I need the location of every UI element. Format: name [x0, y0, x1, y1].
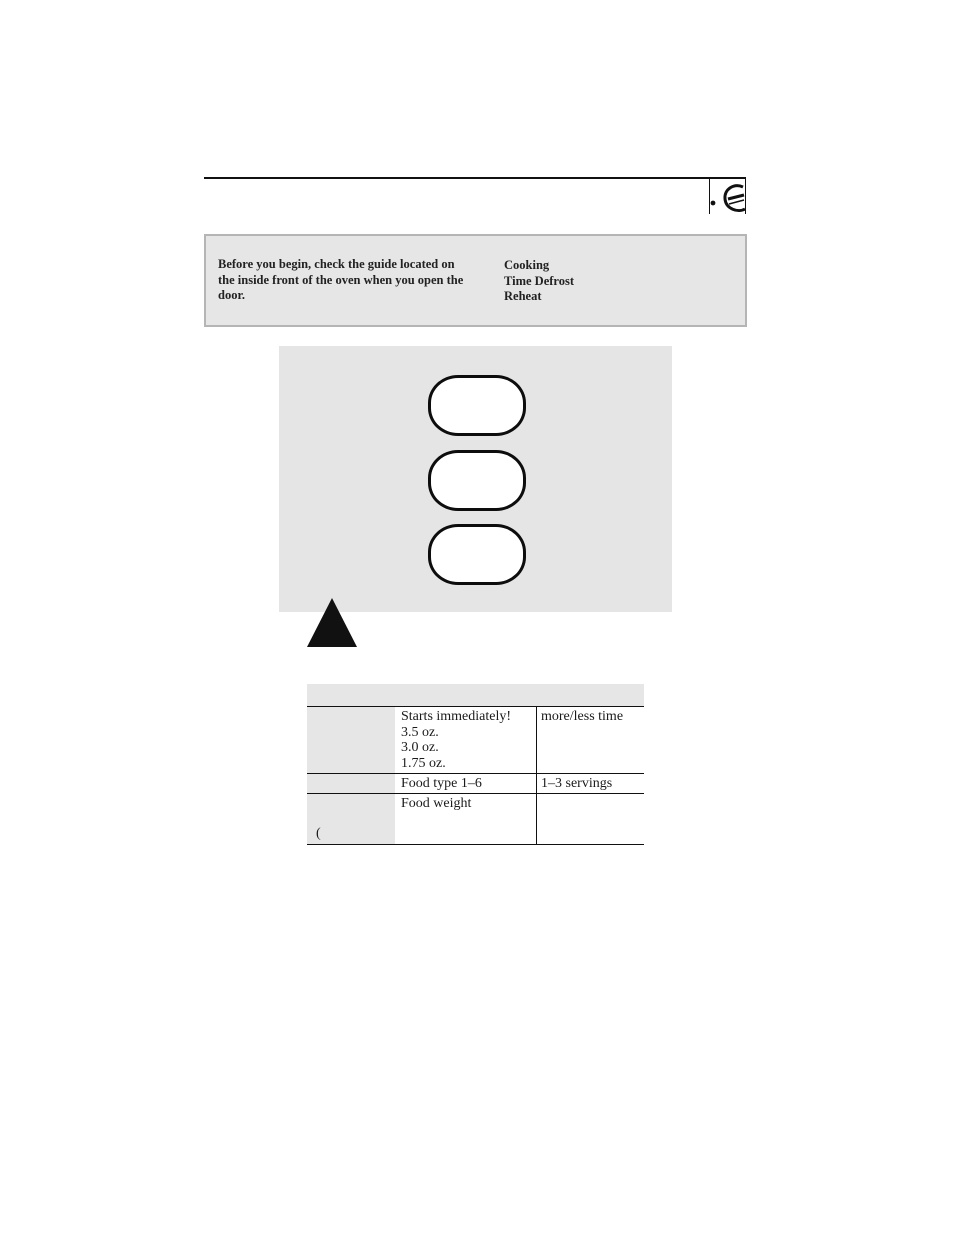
note-text: Before you begin, check the guide located on the inside front of the oven when you open the door. [218, 257, 464, 302]
note-box [204, 234, 747, 327]
table-row-label [307, 774, 395, 793]
table-row-label [307, 707, 395, 773]
table-row [307, 706, 644, 774]
table-cell: more/less time [541, 709, 624, 724]
header-icon-box [709, 177, 746, 214]
note-item-reheat: Reheat [504, 289, 542, 304]
table-cell: Food type 1–6 [395, 774, 537, 793]
control-pad-3[interactable] [428, 524, 526, 585]
table-cell [537, 794, 642, 844]
table-cell: Starts immediately! 3.5 oz. 3.0 oz. 1.75 oz. [395, 707, 537, 773]
table-cell: 1–3 servings [541, 776, 613, 791]
table-row-note: ( [316, 826, 321, 841]
control-pad-1[interactable] [428, 375, 526, 436]
control-panel-illustration [279, 346, 672, 612]
table-header [307, 684, 644, 706]
table-row [307, 774, 644, 794]
table-row-label [307, 794, 395, 844]
note-item-time-defrost: Time Defrost [504, 273, 575, 288]
feature-table [307, 706, 644, 845]
warning-triangle-icon [306, 597, 358, 649]
note-item-cooking: Cooking [504, 258, 550, 272]
header-rule [204, 177, 710, 179]
control-pad-2[interactable] [428, 450, 526, 511]
note-list [504, 258, 574, 305]
table-row [307, 794, 644, 845]
cooking-guide-icon [710, 179, 747, 216]
table-cell: Food weight [395, 794, 537, 844]
